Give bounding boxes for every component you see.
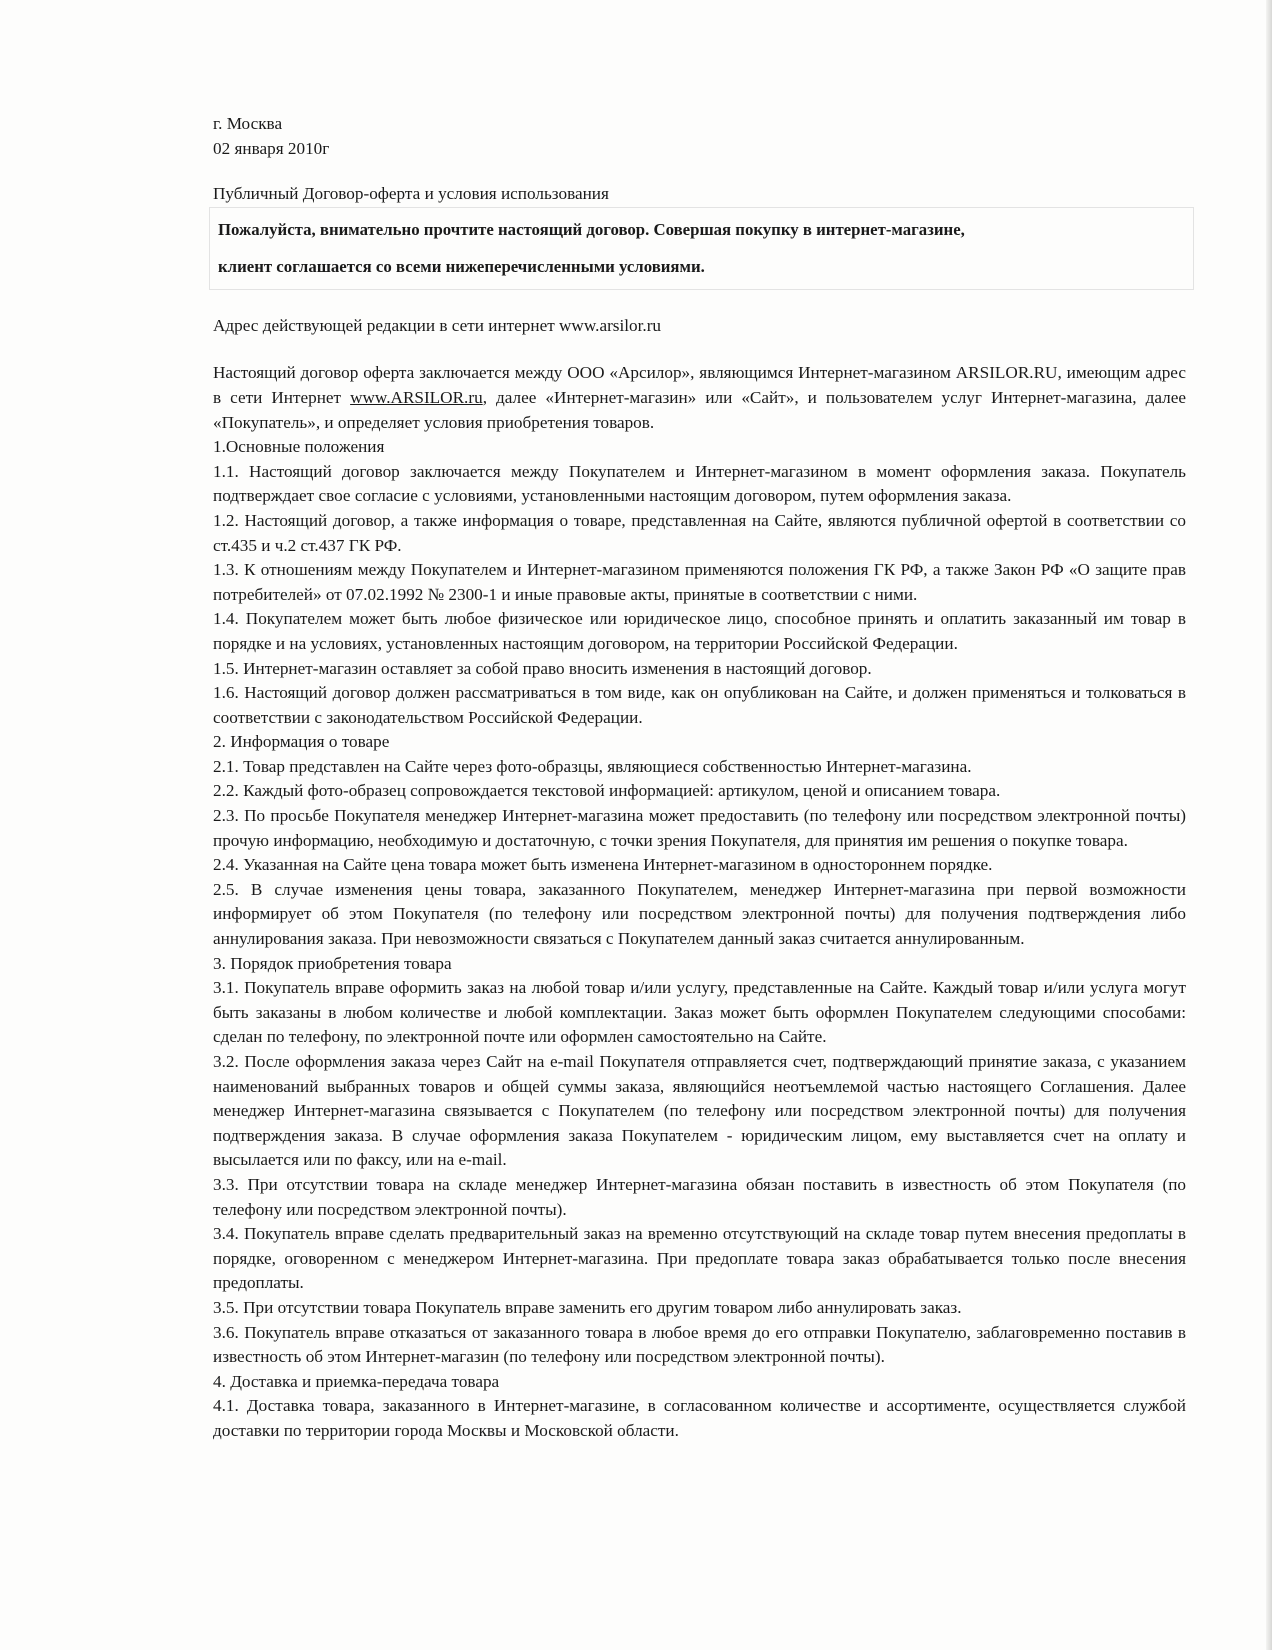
intro-text-after: , далее «Интернет-магазин» или «Сайт», и пользователем услуг Интернет-магазина, далее «Покупатель», и определяет условия приобретения товаров. [213, 387, 1186, 432]
intro-text-before: Настоящий договор оферта заключается между ООО «Арсилор», являющимся Интернет-магазином ARSILOR.RU, имеющим адрес в сети Интернет [213, 363, 1186, 407]
site-link[interactable]: www.ARSILOR.ru [350, 387, 483, 407]
clause: 1.6. Настоящий договор должен рассматриваться в том виде, как он опубликован на Сайте, и должен применяться и толковаться в соответствии с законодательством Российской Федерации. [213, 683, 1186, 727]
section-heading: 4. Доставка и приемка-передача товара [213, 1371, 500, 1391]
clause: 2.3. По просьбе Покупателя менеджер Интернет-магазина может предоставить (по телефону или посредством электронной почты) прочую информацию, необходимую и достаточную, с точки зрения Покупателя, для принятия им решения о покупке товара. [213, 806, 1186, 850]
clause: 3.4. Покупатель вправе сделать предварительный заказ на временно отсутствующий на складе товар путем внесения предоплаты в порядке, оговоренном с менеджером Интернет-магазина. При предоплате товара заказ обрабатывается только после внесения предоплаты. [213, 1224, 1186, 1293]
clause: 3.2. После оформления заказа через Сайт на e-mail Покупателя отправляется счет, подтверждающий принятие заказа, с указанием наименований выбранных товаров и общей суммы заказа, являющийся неотъемлемой частью настоящего Соглашения. Далее менеджер Интернет-магазина связывается с Покупателем (по телефону или посредством электронной почты) для получения подтверждения заказа. В случае оформления заказа Покупателем - юридическим лицом, ему выставляется счет на оплату и высылается или по факсу, или на e-mail. [213, 1052, 1186, 1170]
notice-line-2: клиент соглашается со всеми нижеперечисленными условиями. [218, 256, 705, 276]
clause: 3.3. При отсутствии товара на складе менеджер Интернет-магазина обязан поставить в известность об этом Покупателя (по телефону или посредством электронной почты). [213, 1174, 1186, 1219]
date: 02 января 2010г [213, 138, 330, 158]
clause: 2.1. Товар представлен на Сайте через фото-образцы, являющиеся собственностью Интернет-магазина. [213, 756, 972, 776]
clause: 4.1. Доставка товара, заказанного в Интернет-магазине, в согласованном количестве и ассортименте, осуществляется службой доставки по территории города Москвы и Московской области. [213, 1396, 1186, 1440]
clause: 1.2. Настоящий договор, а также информация о товаре, представленная на Сайте, являются публичной офертой в соответствии со ст.435 и ч.2 ст.437 ГК РФ. [213, 510, 1186, 555]
notice-box [209, 207, 1194, 290]
clause: 1.3. К отношениям между Покупателем и Интернет-магазином применяются положения ГК РФ, а также Закон РФ «О защите прав потребителей» от 07.02.1992 № 2300-1 и иные правовые акты, принятые в соответствии с ними. [213, 560, 1186, 604]
document-title: Публичный Договор-оферта и условия использования [213, 184, 609, 204]
section-heading: 3. Порядок приобретения товара [213, 953, 452, 973]
section-heading: 1.Основные положения [213, 437, 385, 457]
city: г. Москва [213, 114, 283, 133]
address-line: Адрес действующей редакции в сети интернет www.arsilor.ru [213, 315, 662, 335]
clause: 3.1. Покупатель вправе оформить заказ на любой товар и/или услугу, представленные на Сайте. Каждый товар и/или услуга могут быть заказаны в любом количестве и любой комплектации. Заказ может быть оформлен Покупателем следующими способами: сделан по телефону, по электронной почте или оформлен самостоятельно на Сайте. [213, 978, 1186, 1047]
clause: 1.1. Настоящий договор заключается между Покупателем и Интернет-магазином в момент оформления заказа. Покупатель подтверждает свое согласие с условиями, установленными настоящим договором, путем оформления заказа. [213, 461, 1186, 506]
intro-paragraph [213, 361, 1186, 435]
clause: 1.4. Покупателем может быть любое физическое или юридическое лицо, способное принять и оплатить заказанный им товар в порядке и на условиях, установленных настоящим договором, на территории Российской Федерации. [213, 609, 1186, 653]
clause: 1.5. Интернет-магазин оставляет за собой право вносить изменения в настоящий договор. [213, 658, 872, 678]
clause: 3.5. При отсутствии товара Покупатель вправе заменить его другим товаром либо аннулировать заказ. [213, 1297, 962, 1317]
page-edge-shadow [1266, 0, 1272, 1650]
document-body [213, 112, 1186, 1444]
clause: 2.2. Каждый фото-образец сопровождается текстовой информацией: артикулом, ценой и описанием товара. [213, 781, 1001, 801]
clause: 2.4. Указанная на Сайте цена товара может быть изменена Интернет-магазином в одностороннем порядке. [213, 855, 993, 875]
clause: 2.5. В случае изменения цены товара, заказанного Покупателем, менеджер Интернет-магазина при первой возможности информирует об этом Покупателя (по телефону или посредством электронной почты) для получения подтверждения либо аннулирования заказа. При невозможности связаться с Покупателем данный заказ считается аннулированным. [213, 879, 1186, 949]
section-heading: 2. Информация о товаре [213, 732, 390, 752]
clause: 3.6. Покупатель вправе отказаться от заказанного товара в любое время до его отправки Покупателю, заблаговременно поставив в известность об этом Интернет-магазин (по телефону или посредством электронной почты). [213, 1322, 1186, 1367]
notice-line-1: Пожалуйста, внимательно прочтите настоящий договор. Совершая покупку в интернет-магазине, [218, 219, 965, 239]
